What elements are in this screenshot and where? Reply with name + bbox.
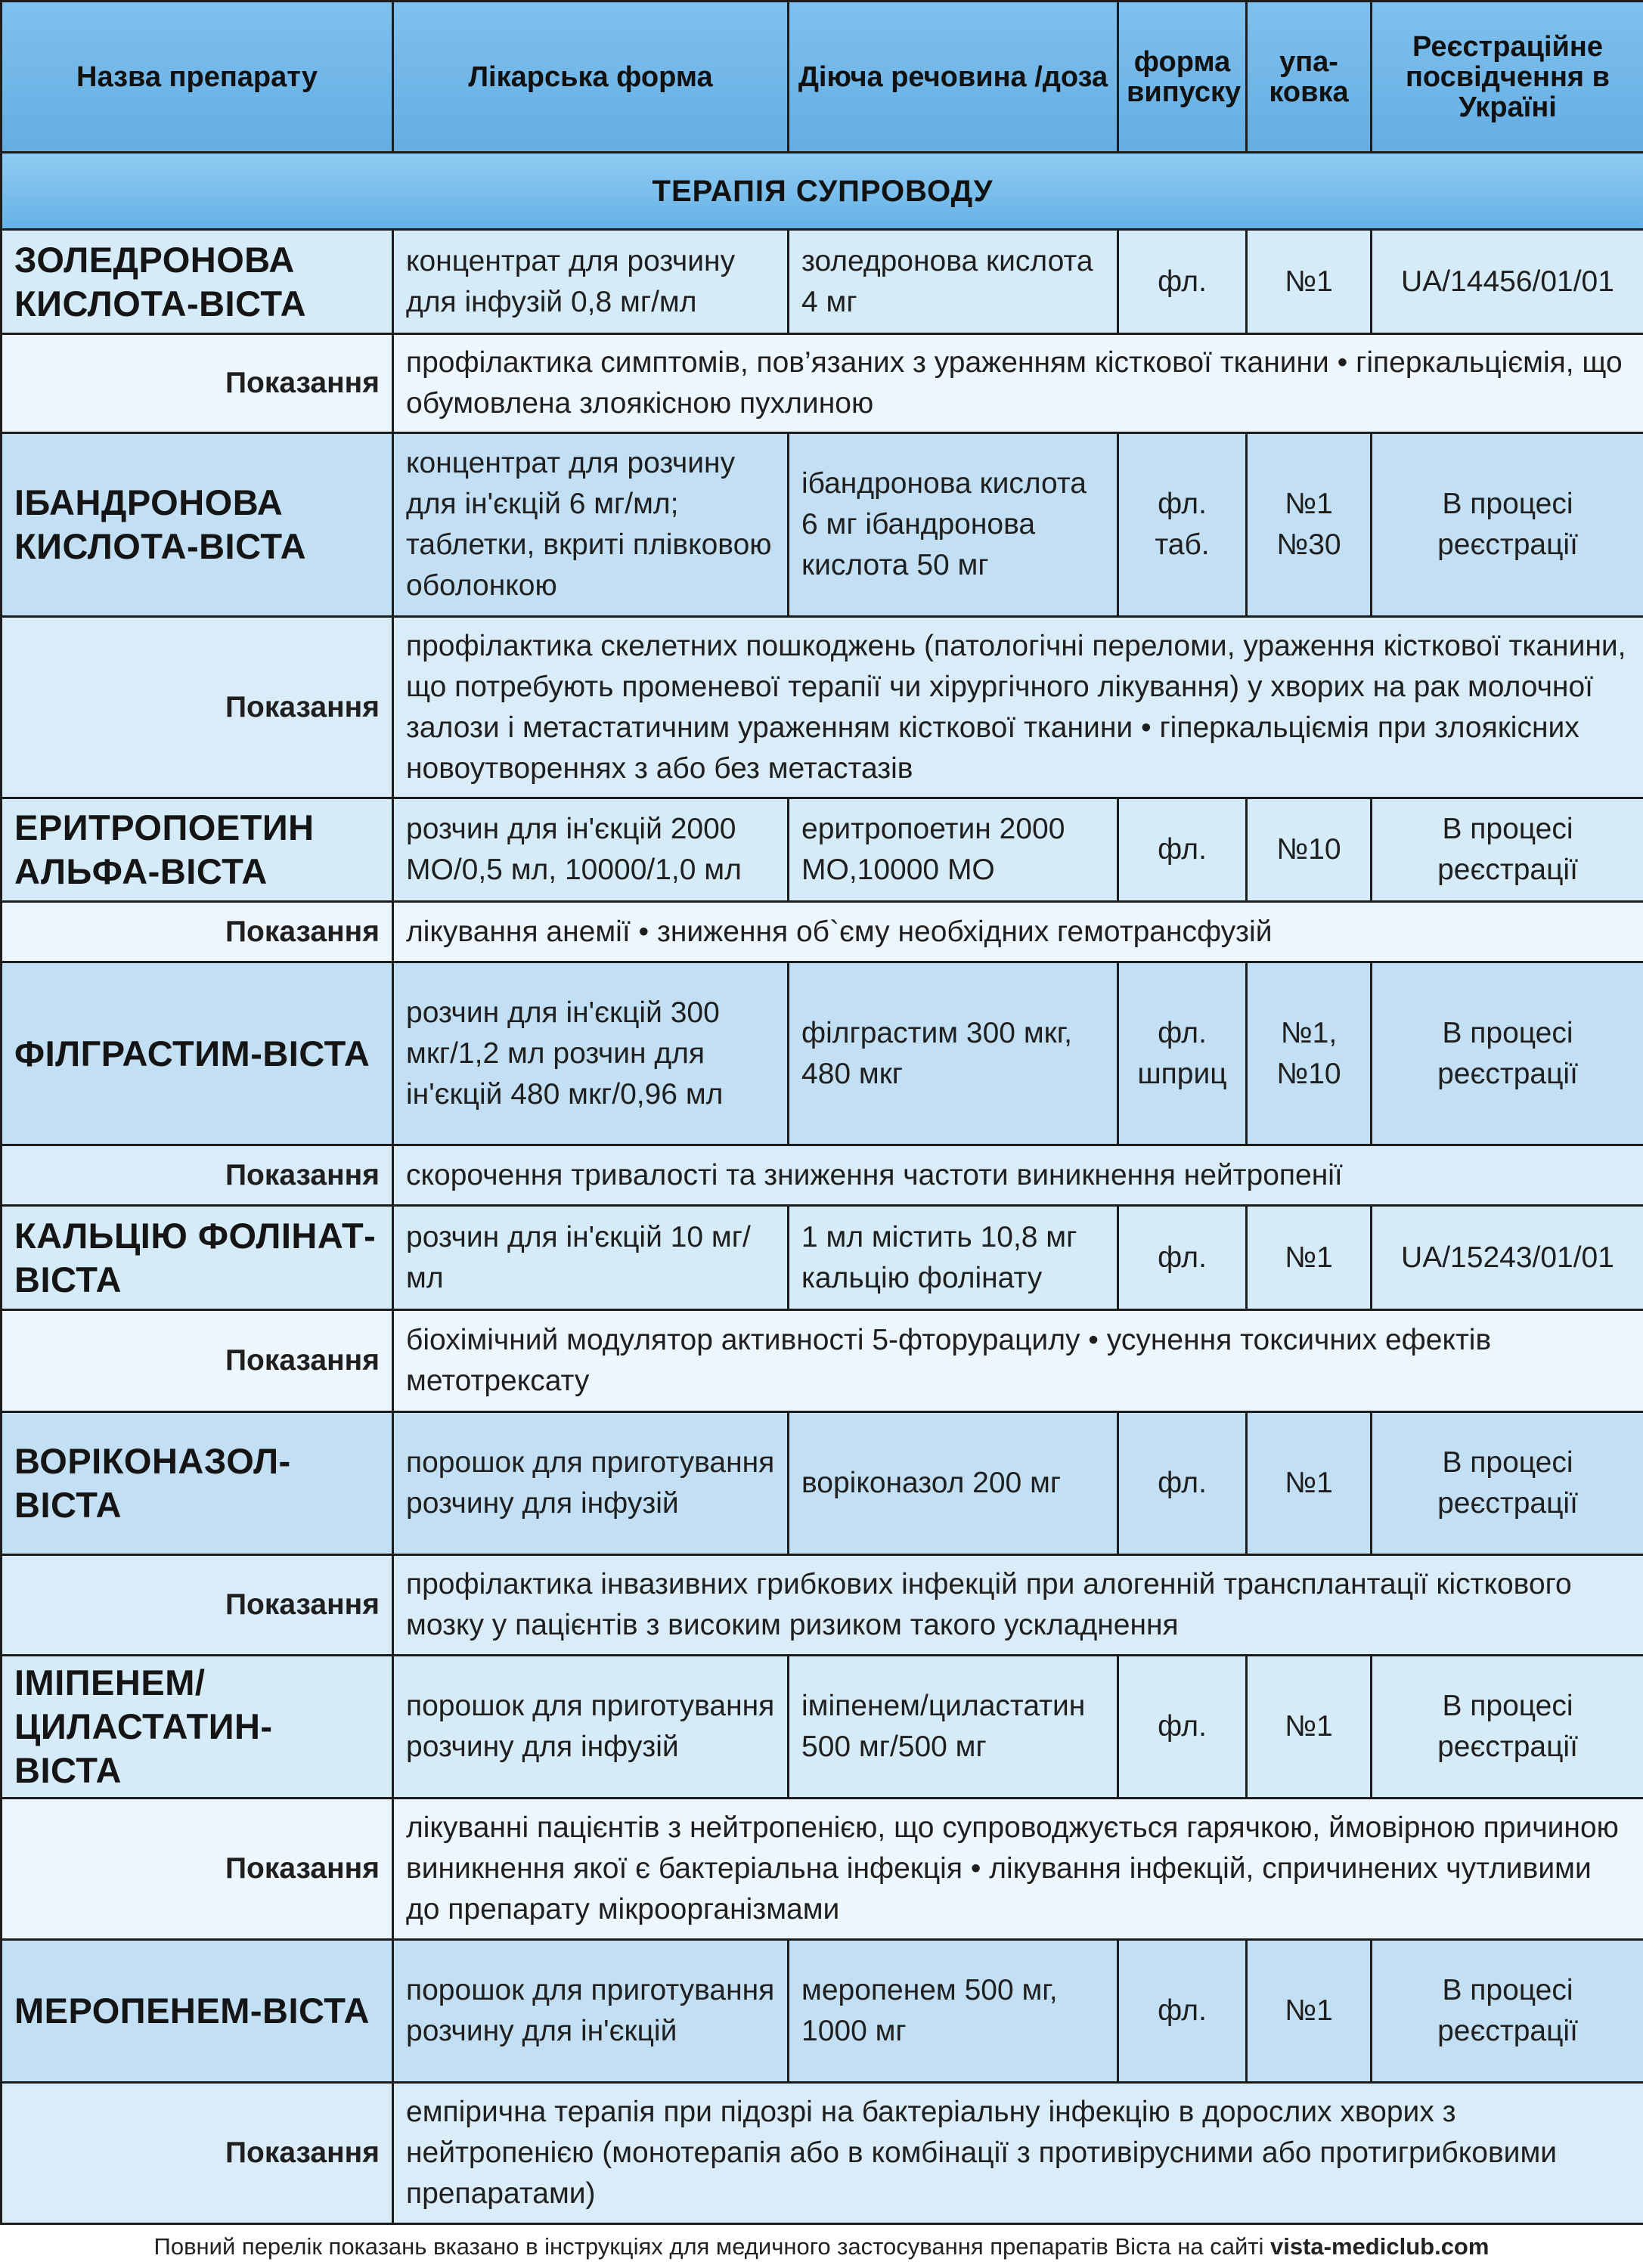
drug-form: концентрат для розчину для інфузій 0,8 мг/мл	[393, 230, 789, 334]
drug-registration: UA/15243/01/01	[1372, 1206, 1643, 1310]
indication-row	[2, 334, 1643, 433]
drug-release: фл. таб.	[1118, 433, 1247, 617]
indication-text: профілактика симптомів, пов’язаних з ураженням кісткової тканини • гіперкальціємія, що обумовлена злоякісною пухлиною	[393, 334, 1643, 433]
table-header-row	[2, 2, 1643, 153]
drug-registration: В процесі реєстрації	[1372, 1940, 1643, 2083]
header-release: форма випуску	[1118, 2, 1247, 153]
footer-text: Повний перелік показань вказано в інструкціях для медичного застосування препаратів Віста на сайті	[153, 2233, 1264, 2260]
indication-row	[2, 1310, 1643, 1412]
footer-note	[0, 2233, 1643, 2260]
drug-form: порошок для приготування розчину для інфузій	[393, 1412, 789, 1555]
table-row	[2, 433, 1643, 617]
indication-label: Показання	[2, 1310, 393, 1412]
drug-pack: №1	[1247, 1940, 1372, 2083]
drug-substance: 1 мл містить 10,8 мг кальцію фолінату	[789, 1206, 1118, 1310]
drug-registration: В процесі реєстрації	[1372, 433, 1643, 617]
table-row	[2, 1412, 1643, 1555]
drug-substance: меропенем 500 мг, 1000 мг	[789, 1940, 1118, 2083]
section-title: ТЕРАПІЯ СУПРОВОДУ	[2, 153, 1643, 230]
indication-row	[2, 1145, 1643, 1206]
table-row	[2, 798, 1643, 902]
indication-text: лікуванні пацієнтів з нейтропенією, що супроводжується гарячкою, ймовірною причиною виникнення якої є бактеріальна інфекція • лікування інфекцій, спричинених чутливими до препарату мікроорганізмами	[393, 1799, 1643, 1940]
drug-substance: філграстим 300 мкг, 480 мкг	[789, 962, 1118, 1145]
indication-text: біохімічний модулятор активності 5-фторурацилу • усунення токсичних ефектів метотрексату	[393, 1310, 1643, 1412]
indication-text: профілактика скелетних пошкоджень (патологічні переломи, ураження кісткової тканини, що потребують променевої терапії чи хірургічного лікування) у хворих на рак молочної залози і метастатичним ураженням кісткової тканини • гіперкальціємія при злоякісних новоутвореннях з або без метастазів	[393, 617, 1643, 798]
drug-form: концентрат для розчину для ін'єкцій 6 мг/мл; таблетки, вкриті плівковою оболонкою	[393, 433, 789, 617]
indication-text: профілактика інвазивних грибкових інфекцій при алогенній трансплантації кісткового мозку у пацієнтів з високим ризиком такого ускладнення	[393, 1555, 1643, 1656]
drug-name: ІМІПЕНЕМ/ ЦИЛАСТАТИН-ВІСТА	[2, 1656, 393, 1799]
indication-label: Показання	[2, 1799, 393, 1940]
drug-pack: №1 №30	[1247, 433, 1372, 617]
drug-name: КАЛЬЦІЮ ФОЛІНАТ-ВІСТА	[2, 1206, 393, 1310]
indication-label: Показання	[2, 902, 393, 962]
drug-release: фл. шприц	[1118, 962, 1247, 1145]
drug-registration: UA/14456/01/01	[1372, 230, 1643, 334]
drug-form: розчин для ін'єкцій 10 мг/мл	[393, 1206, 789, 1310]
footer-site-link[interactable]: vista-mediclub.com	[1270, 2233, 1490, 2260]
drug-name: ІБАНДРОНОВА КИСЛОТА-ВІСТА	[2, 433, 393, 617]
indication-label: Показання	[2, 334, 393, 433]
drug-release: фл.	[1118, 1940, 1247, 2083]
drug-release: фл.	[1118, 1412, 1247, 1555]
indication-label: Показання	[2, 1555, 393, 1656]
drug-registration: В процесі реєстрації	[1372, 962, 1643, 1145]
drug-registration: В процесі реєстрації	[1372, 1656, 1643, 1799]
header-registration: Реєстраційне посвідчення в Україні	[1372, 2, 1643, 153]
drug-substance: еритропоетин 2000 МО,10000 МО	[789, 798, 1118, 902]
drug-name: ЗОЛЕДРОНОВА КИСЛОТА-ВІСТА	[2, 230, 393, 334]
drug-release: фл.	[1118, 1206, 1247, 1310]
header-substance: Діюча речовина /доза	[789, 2, 1118, 153]
drug-name: ЕРИТРОПОЕТИН АЛЬФА-ВІСТА	[2, 798, 393, 902]
header-form: Лікарська форма	[393, 2, 789, 153]
drug-form: порошок для приготування розчину для інфузій	[393, 1656, 789, 1799]
drug-substance: іміпенем/циластатин 500 мг/500 мг	[789, 1656, 1118, 1799]
drug-pack: №1	[1247, 1206, 1372, 1310]
drug-registration: В процесі реєстрації	[1372, 798, 1643, 902]
table-row	[2, 1206, 1643, 1310]
drug-substance: золедронова кислота 4 мг	[789, 230, 1118, 334]
drug-pack: №10	[1247, 798, 1372, 902]
indication-text: скорочення тривалості та зниження частоти виникнення нейтропенії	[393, 1145, 1643, 1206]
table-row	[2, 1656, 1643, 1799]
indication-text: емпірична терапія при підозрі на бактеріальну інфекцію в дорослих хворих з нейтропенією (монотерапія або в комбінації з противірусними або протигрибковими препаратами)	[393, 2083, 1643, 2224]
header-name: Назва препарату	[2, 2, 393, 153]
indication-text: лікування анемії • зниження об`єму необхідних гемотрансфузій	[393, 902, 1643, 962]
drug-form: розчин для ін'єкцій 300 мкг/1,2 мл розчин для ін'єкцій 480 мкг/0,96 мл	[393, 962, 789, 1145]
section-row	[2, 153, 1643, 230]
drug-release: фл.	[1118, 798, 1247, 902]
drug-registration: В процесі реєстрації	[1372, 1412, 1643, 1555]
drug-pack: №1	[1247, 1412, 1372, 1555]
indication-row	[2, 902, 1643, 962]
indication-label: Показання	[2, 617, 393, 798]
header-pack: упа- ковка	[1247, 2, 1372, 153]
drug-substance: ібандронова кислота 6 мг ібандронова кислота 50 мг	[789, 433, 1118, 617]
indication-row	[2, 2083, 1643, 2224]
drug-name: ФІЛГРАСТИМ-ВІСТА	[2, 962, 393, 1145]
drug-substance: воріконазол 200 мг	[789, 1412, 1118, 1555]
drug-pack: №1	[1247, 230, 1372, 334]
indication-label: Показання	[2, 2083, 393, 2224]
drug-form: розчин для ін'єкцій 2000 МО/0,5 мл, 10000/1,0 мл	[393, 798, 789, 902]
drug-form: порошок для приготування розчину для ін'єкцій	[393, 1940, 789, 2083]
drug-pack: №1	[1247, 1656, 1372, 1799]
drug-release: фл.	[1118, 230, 1247, 334]
drug-pack: №1, №10	[1247, 962, 1372, 1145]
indication-label: Показання	[2, 1145, 393, 1206]
table-row	[2, 962, 1643, 1145]
drug-release: фл.	[1118, 1656, 1247, 1799]
drug-name: МЕРОПЕНЕМ-ВІСТА	[2, 1940, 393, 2083]
table-row	[2, 1940, 1643, 2083]
table-row	[2, 230, 1643, 334]
indication-row	[2, 617, 1643, 798]
drug-name: ВОРІКОНАЗОЛ-ВІСТА	[2, 1412, 393, 1555]
indication-row	[2, 1555, 1643, 1656]
indication-row	[2, 1799, 1643, 1940]
